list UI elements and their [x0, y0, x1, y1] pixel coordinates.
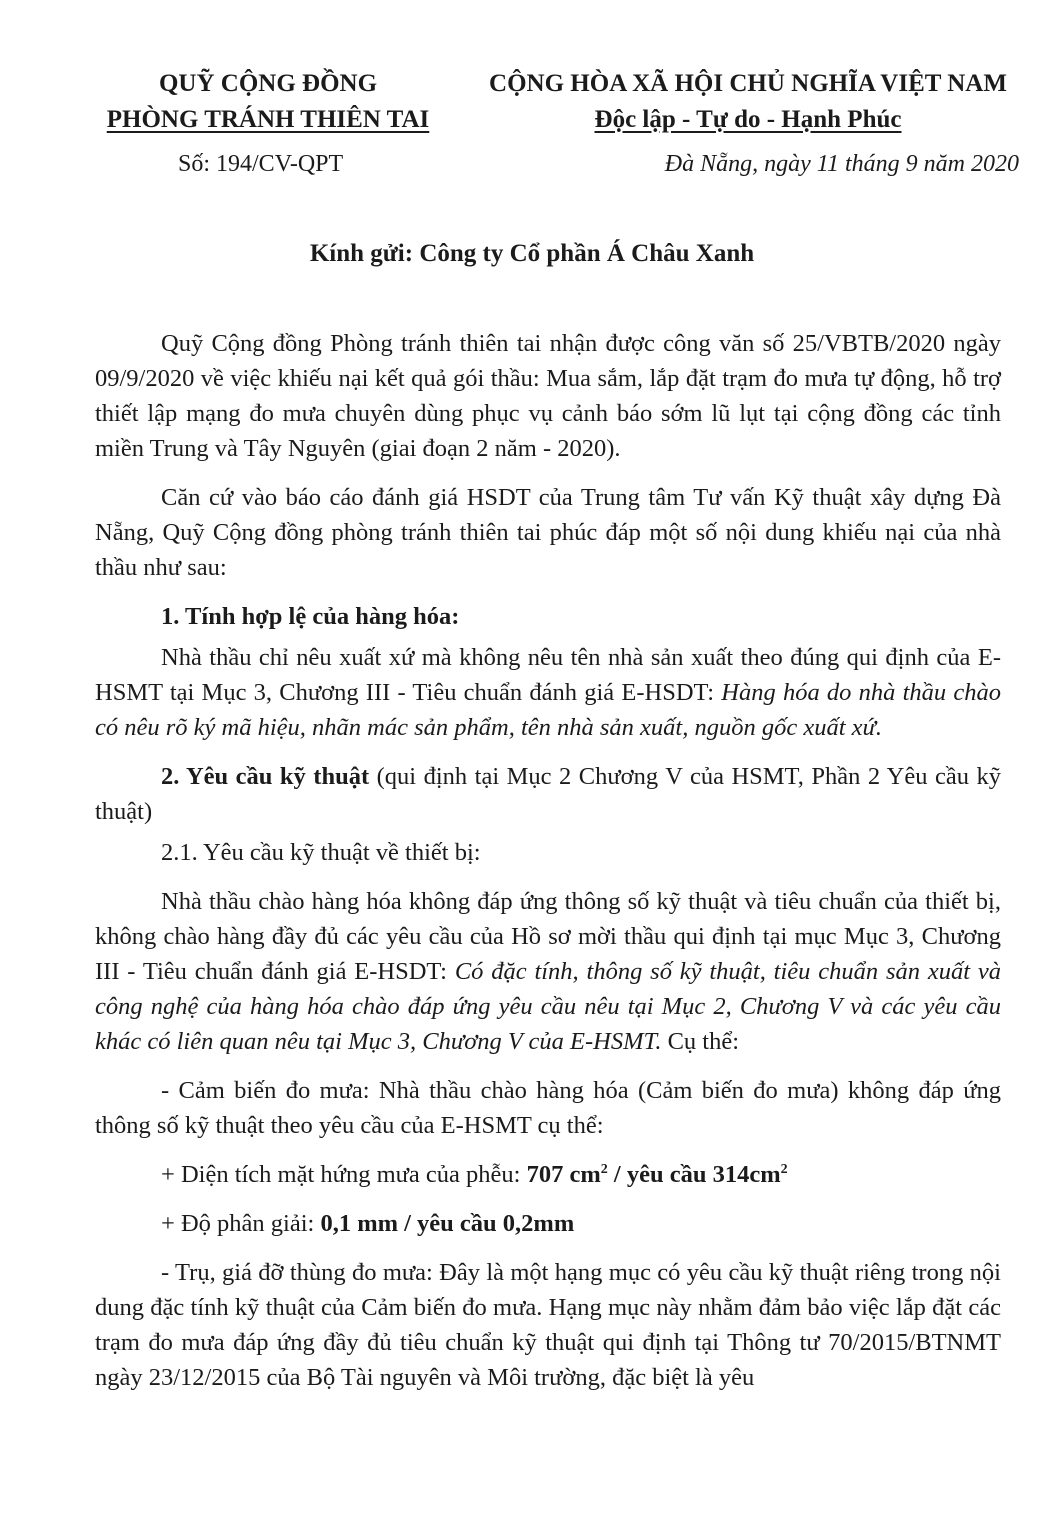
resolution-label: + Độ phân giải:: [161, 1210, 321, 1237]
validity-quote: Hàng hóa do nhà thầu chào có nêu rõ ký mã hiệu, nhãn mác sản phẩm, tên nhà sản xuất, nguồn gốc xuất xứ.: [95, 679, 1002, 741]
org-name-line2: PHÒNG TRÁNH THIÊN TAI: [106, 106, 430, 133]
funnel-area-offered: 707 cm: [526, 1161, 601, 1188]
paragraph-equipment: [95, 884, 1001, 1059]
document-number: Số: 194/CV-QPT: [178, 151, 344, 177]
technical-heading-note: (qui định tại Mục 2 Chương V của HSMT, Phần 2 Yêu cầu kỹ thuật): [95, 763, 1001, 825]
paragraph-funnel-area: [95, 1157, 1001, 1192]
validity-text: Nhà thầu chỉ nêu xuất xứ mà không nêu tên nhà sản xuất theo đúng qui định của E-HSMT tại Mục 3, Chương III - Tiêu chuẩn đánh giá E-HSDT:: [95, 644, 1001, 706]
resolution-values: 0,1 mm / yêu cầu 0,2mm: [320, 1210, 575, 1237]
equipment-quote: Có đặc tính, thông số kỹ thuật, tiêu chuẩn sản xuất và công nghệ của hàng hóa chào đáp ứng yêu cầu nêu tại Mục 2, Chương V và các yêu cầu khác có liên quan nêu tại Mục 3, Chương V của E-HSMT.: [95, 958, 1001, 1055]
nation-name: CỘNG HÒA XÃ HỘI CHỦ NGHĨA VIỆT NAM: [489, 70, 1007, 97]
paragraph-resolution: [95, 1206, 1001, 1241]
paragraph-basis: Căn cứ vào báo cáo đánh giá HSDT của Trung tâm Tư vấn Kỹ thuật xây dựng Đà Nẵng, Quỹ Cộng đồng phòng tránh thiên tai phúc đáp một số nội dung khiếu nại của nhà thầu như sau:: [95, 484, 1001, 581]
subsection-heading-equipment: 2.1. Yêu cầu kỹ thuật về thiết bị:: [161, 839, 481, 866]
equipment-end: Cụ thể:: [661, 1028, 740, 1055]
funnel-area-required-exponent: 2: [780, 1161, 788, 1177]
section-heading-validity: 1. Tính hợp lệ của hàng hóa:: [161, 603, 460, 630]
funnel-area-label: + Diện tích mặt hứng mưa của phễu:: [161, 1161, 527, 1188]
recipient-line: Kính gửi: Công ty Cổ phần Á Châu Xanh: [309, 240, 755, 267]
paragraph-validity: [95, 640, 1001, 745]
paragraph-rain-sensor: - Cảm biến đo mưa: Nhà thầu chào hàng hóa (Cảm biến đo mưa) không đáp ứng thông số kỹ thuật theo yêu cầu của E-HSMT cụ thể:: [95, 1077, 1001, 1139]
letter-body: [95, 326, 1001, 1409]
funnel-area-required: / yêu cầu 314cm: [607, 1161, 781, 1188]
section-heading-technical: [95, 759, 1001, 829]
national-heading: [470, 66, 1026, 138]
paragraph-intro: Quỹ Cộng đồng Phòng tránh thiên tai nhận được công văn số 25/VBTB/2020 ngày 09/9/2020 về việc khiếu nại kết quả gói thầu: Mua sắm, lắp đặt trạm đo mưa tự động, hỗ trợ thiết lập mạng đo mưa chuyên dùng phục vụ cảnh báo sớm lũ lụt tại cộng đồng các tỉnh miền Trung và Tây Nguyên (giai đoạn 2 năm - 2020).: [95, 330, 1001, 462]
equipment-text: Nhà thầu chào hàng hóa không đáp ứng thông số kỹ thuật và tiêu chuẩn của thiết bị, không chào hàng đầy đủ các yêu cầu của Hồ sơ mời thầu qui định tại mục Mục 3, Chương III - Tiêu chuẩn đánh giá E-HSDT:: [95, 888, 1001, 985]
national-motto: Độc lập - Tự do - Hạnh Phúc: [594, 106, 902, 133]
technical-heading-bold: 2. Yêu cầu kỹ thuật: [161, 763, 370, 790]
org-name-line1: QUỸ CỘNG ĐỒNG: [158, 70, 378, 97]
paragraph-mount: - Trụ, giá đỡ thùng đo mưa: Đây là một hạng mục có yêu cầu kỹ thuật riêng trong nội dung đặc tính kỹ thuật của Cảm biến đo mưa. Hạng mục này nhằm đảm bảo việc lắp đặt các trạm đo mưa đáp ứng đầy đủ tiêu chuẩn kỹ thuật qui định tại Thông tư 70/2015/BTNMT ngày 23/12/2015 của Bộ Tài nguyên và Môi trường, đặc biệt là yêu: [95, 1259, 1001, 1391]
funnel-area-offered-exponent: 2: [600, 1161, 608, 1177]
place-and-date: Đà Nẵng, ngày 11 tháng 9 năm 2020: [664, 151, 1019, 177]
issuing-organization: [88, 66, 448, 138]
